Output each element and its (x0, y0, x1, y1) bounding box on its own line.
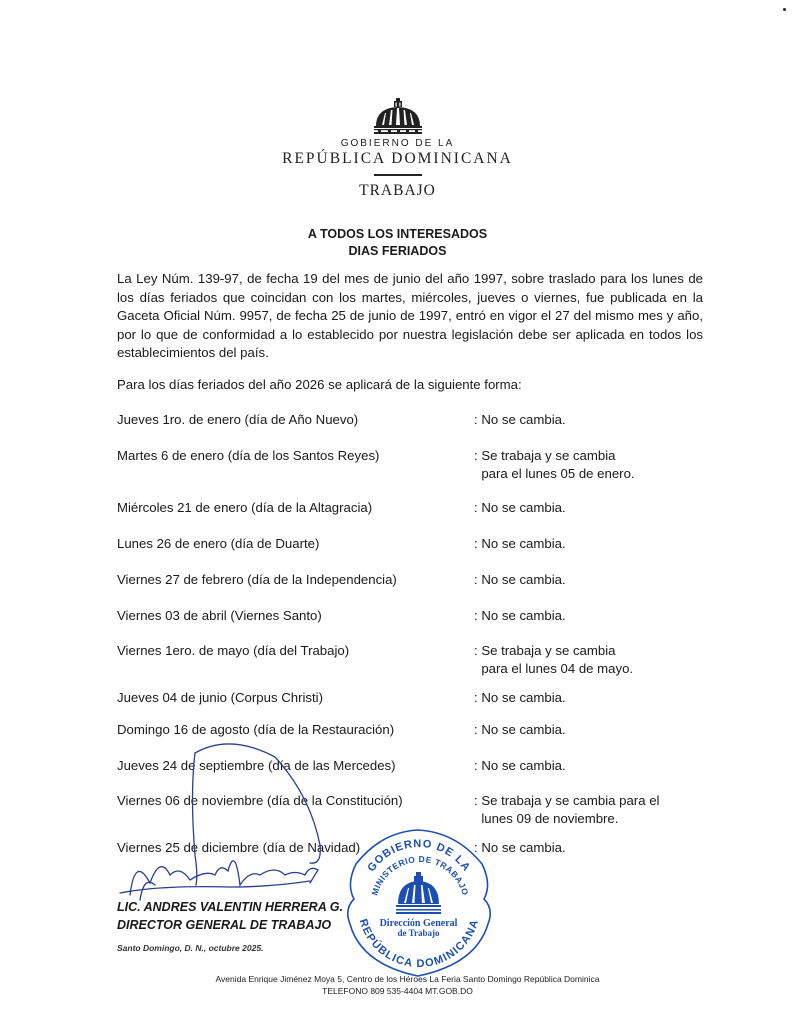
holiday-result: : Se trabaja y se cambia para el lunes 05 de enero. (474, 448, 635, 481)
stamp-dome-icon (396, 872, 441, 914)
footer-contact: TELEFONO 809 535-4404 MT.GOB.DO (322, 986, 473, 996)
intro-line: Para los días feriados del año 2026 se aplicará de la siguiente forma: (117, 377, 522, 392)
holiday-date: Martes 6 de enero (día de los Santos Reyes) (117, 448, 380, 463)
signatory-name: LIC. ANDRES VALENTIN HERRERA G. (117, 900, 343, 914)
holiday-result: : No se cambia. (474, 690, 566, 705)
holiday-date: Viernes 1ero. de mayo (día del Trabajo) (117, 643, 350, 658)
holiday-result: : Se trabaja y se cambia para el lunes 09 de noviembre. (474, 793, 660, 826)
country-label: REPÚBLICA DOMINICANA (282, 150, 513, 167)
scan-speck (783, 8, 786, 11)
holiday-date: Miércoles 21 de enero (día de la Altagracia) (117, 500, 373, 515)
holiday-date: Viernes 27 de febrero (día de la Independencia) (117, 572, 397, 587)
holiday-date: Jueves 24 de septiembre (día de las Mercedes) (117, 758, 396, 773)
stamp-inner-text: MINISTERIO DE TRABAJO (369, 853, 471, 897)
letterhead (0, 98, 795, 200)
signature-date: Santo Domingo, D. N., octubre 2025. (117, 943, 264, 953)
holiday-date: Jueves 04 de junio (Corpus Christi) (117, 690, 323, 705)
stamp-top-text: GOBIERNO DE LA (365, 837, 473, 875)
holiday-result: : No se cambia. (474, 722, 566, 737)
handwritten-signature (110, 735, 340, 905)
stamp-bottom-text: REPÚBLICA DOMINICANA (356, 917, 482, 971)
holiday-date: Domingo 16 de agosto (día de la Restauración) (117, 722, 395, 737)
stamp-center-line1: Dirección General (379, 918, 458, 929)
holiday-result: : No se cambia. (474, 500, 566, 515)
holiday-date: Viernes 03 de abril (Viernes Santo) (117, 608, 322, 623)
header-divider (374, 174, 422, 176)
stamp-center-line2: de Trabajo (397, 928, 440, 938)
holiday-result: : Se trabaja y se cambia para el lunes 04 de mayo. (474, 643, 634, 676)
holiday-result: : No se cambia. (474, 608, 566, 623)
body-paragraph: La Ley Núm. 139-97, de fecha 19 del mes de junio del año 1997, sobre traslado para los lunes de los días feriados que coincidan con los martes, miércoles, jueves o viernes, fue publicada en la Gaceta Oficial Núm. 9957, de fecha 25 de junio de 1997, entró en vigor el 27 del mismo mes y año, por lo que de conformidad a lo establecido por nuestra legislación debe ser aplicada en todos los establecimientos del país. (117, 271, 703, 360)
holiday-date: Viernes 25 de diciembre (día de Navidad) (117, 840, 361, 855)
holiday-result: : No se cambia. (474, 840, 566, 855)
ministry-label: TRABAJO (359, 182, 436, 199)
holiday-date: Lunes 26 de enero (día de Duarte) (117, 536, 320, 551)
holiday-result: : No se cambia. (474, 758, 566, 773)
holiday-date: Jueves 1ro. de enero (día de Año Nuevo) (117, 412, 359, 427)
holiday-result: : No se cambia. (474, 572, 566, 587)
holiday-result: : No se cambia. (474, 412, 566, 427)
official-stamp (336, 824, 501, 984)
document-title: A TODOS LOS INTERESADOS (307, 227, 488, 241)
document-subtitle: DIAS FERIADOS (348, 244, 447, 258)
holiday-result: : No se cambia. (474, 536, 566, 551)
government-label: GOBIERNO DE LA (340, 138, 455, 149)
footer-address: Avenida Enrique Jiménez Moya 5, Centro de los Héroes La Feria Santo Domingo República Dominica (215, 974, 600, 984)
capitol-dome-icon (372, 98, 424, 134)
signatory-title: DIRECTOR GENERAL DE TRABAJO (117, 918, 332, 932)
holiday-date: Viernes 06 de noviembre (día de la Constitución) (117, 793, 403, 808)
